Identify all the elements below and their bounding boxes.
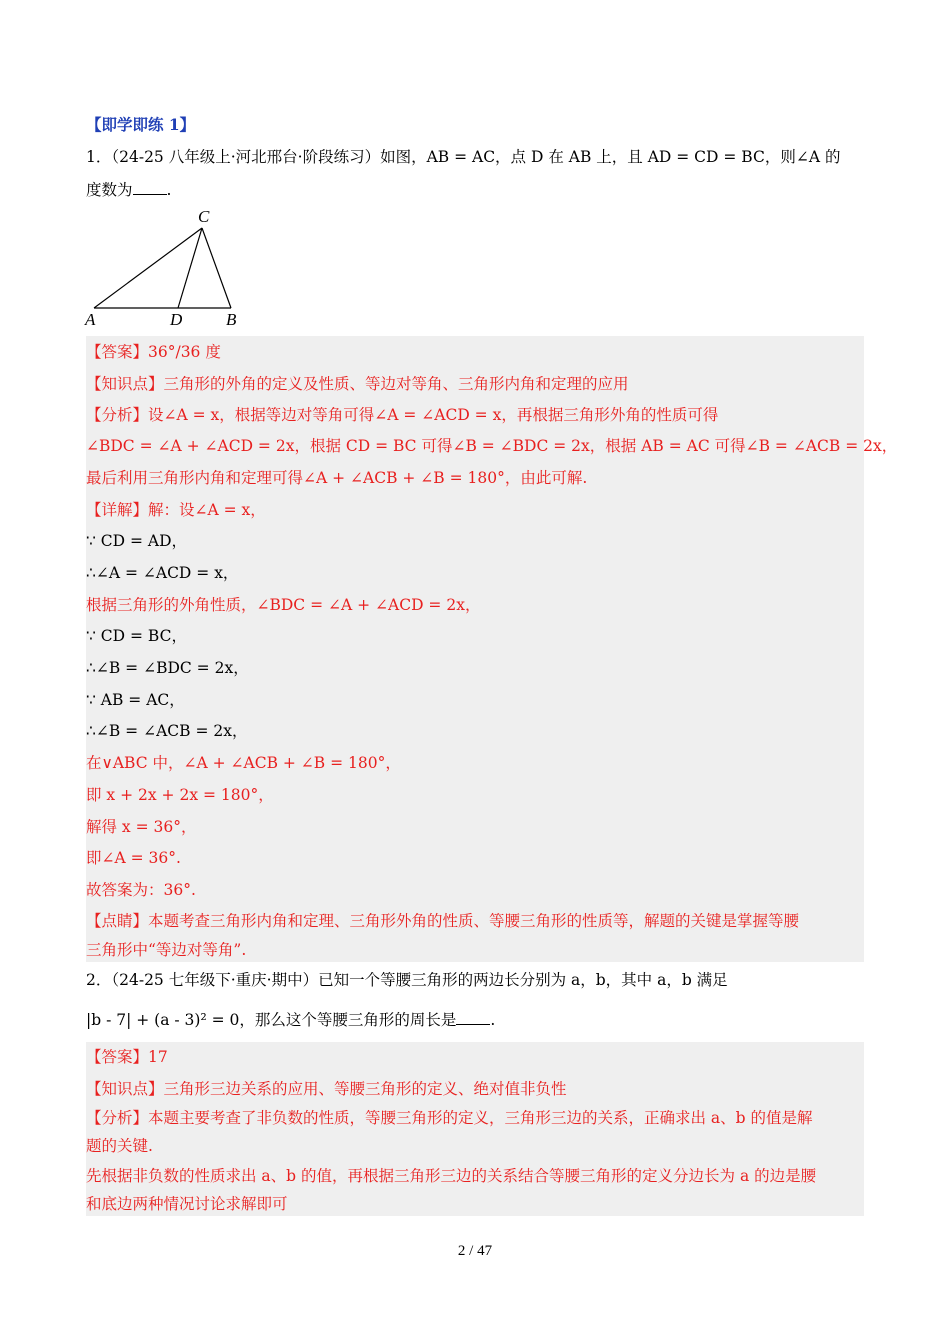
q1-detail-line: ∴∠B = ∠ACB = 2x，	[86, 722, 248, 740]
q1-text-line1: 1．（24-25 八年级上·河北邢台·阶段练习）如图，AB = AC，点 D 在 AB 上，且 AD = CD = BC，则∠A 的	[86, 148, 841, 166]
segment-bc	[202, 228, 231, 308]
q2-text-end: .	[490, 1011, 496, 1029]
q2-analysis-line4: 和底边两种情况讨论求解即可	[86, 1195, 288, 1213]
q1-detail-line: ∵ AB = AC，	[86, 691, 185, 709]
vertex-label-c: C	[198, 207, 210, 226]
q1-detail-line: 即∠A = 36°.	[86, 849, 181, 867]
segment-cd	[178, 228, 202, 308]
answer-blank	[456, 1008, 490, 1025]
vertex-label-d: D	[170, 310, 183, 329]
q1-analysis-line3: 最后利用三角形内角和定理可得∠A + ∠ACB + ∠B = 180°，由此可解.	[86, 469, 588, 487]
q1-detail-line: ∴∠B = ∠BDC = 2x，	[86, 659, 249, 677]
q1-detail-line: ∴∠A = ∠ACD = x，	[86, 564, 239, 582]
q2-analysis-line2: 题的关键.	[86, 1137, 153, 1155]
q2-analysis-line3: 先根据非负数的性质求出 a、b 的值，再根据三角形三边的关系结合等腰三角形的定义分边长为 a 的边是腰	[86, 1167, 817, 1185]
q1-detail-line: 即 x + 2x + 2x = 180°，	[86, 786, 274, 804]
answer-blank	[133, 178, 167, 195]
page-number: 2 / 47	[457, 1243, 493, 1259]
q1-detail-line: ∵ CD = BC，	[86, 627, 187, 645]
q1-analysis-line2: ∠BDC = ∠A + ∠ACD = 2x，根据 CD = BC 可得∠B = ∠BDC = 2x，根据 AB = AC 可得∠B = ∠ACB = 2x，	[86, 437, 898, 455]
segment-ac	[94, 228, 202, 308]
q1-comment-line1: 【点睛】本题考查三角形内角和定理、三角形外角的性质、等腰三角形的性质等，解题的关键是掌握等腰	[86, 912, 800, 930]
q1-answer: 【答案】36°/36 度	[86, 343, 221, 361]
q1-comment-line2: 三角形中“等边对等角”.	[86, 941, 247, 959]
q2-text-line2	[86, 1008, 866, 1032]
q1-detail-line: 在∨ABC 中，∠A + ∠ACB + ∠B = 180°，	[86, 754, 401, 772]
q1-detail-line: 解得 x = 36°，	[86, 818, 197, 836]
q2-text-line1: 2．（24-25 七年级下·重庆·期中）已知一个等腰三角形的两边长分别为 a，b，其中 a，b 满足	[86, 971, 728, 989]
vertex-label-b: B	[226, 310, 237, 329]
q1-analysis-line1: 【分析】设∠A = x，根据等边对等角可得∠A = ∠ACD = x，再根据三角形外角的性质可得	[86, 406, 719, 424]
q1-text-prefix: 度数为	[86, 181, 133, 199]
q2-analysis-line1: 【分析】本题主要考查了非负数的性质，等腰三角形的定义，三角形三边的关系，正确求出 a、b 的值是解	[86, 1109, 813, 1127]
q1-detail-line: 故答案为：36°.	[86, 881, 196, 899]
triangle-figure	[80, 205, 260, 330]
vertex-label-a: A	[85, 310, 96, 329]
q2-knowledge: 【知识点】三角形三边关系的应用、等腰三角形的定义、绝对值非负性	[86, 1080, 567, 1098]
section-title: 【即学即练 1】	[86, 115, 196, 134]
q1-detail-line: 【详解】解：设∠A = x，	[86, 501, 266, 519]
q1-text-end: .	[166, 181, 172, 199]
q1-detail-line: 根据三角形的外角性质，∠BDC = ∠A + ∠ACD = 2x，	[86, 596, 481, 614]
q1-detail-line: ∵ CD = AD，	[86, 532, 188, 550]
q2-answer: 【答案】17	[86, 1048, 168, 1066]
q1-text-line2	[86, 178, 866, 202]
q2-text-prefix: |b - 7| + (a - 3)² = 0，那么这个等腰三角形的周长是	[86, 1011, 457, 1029]
q1-knowledge: 【知识点】三角形的外角的定义及性质、等边对等角、三角形内角和定理的应用	[86, 375, 629, 393]
